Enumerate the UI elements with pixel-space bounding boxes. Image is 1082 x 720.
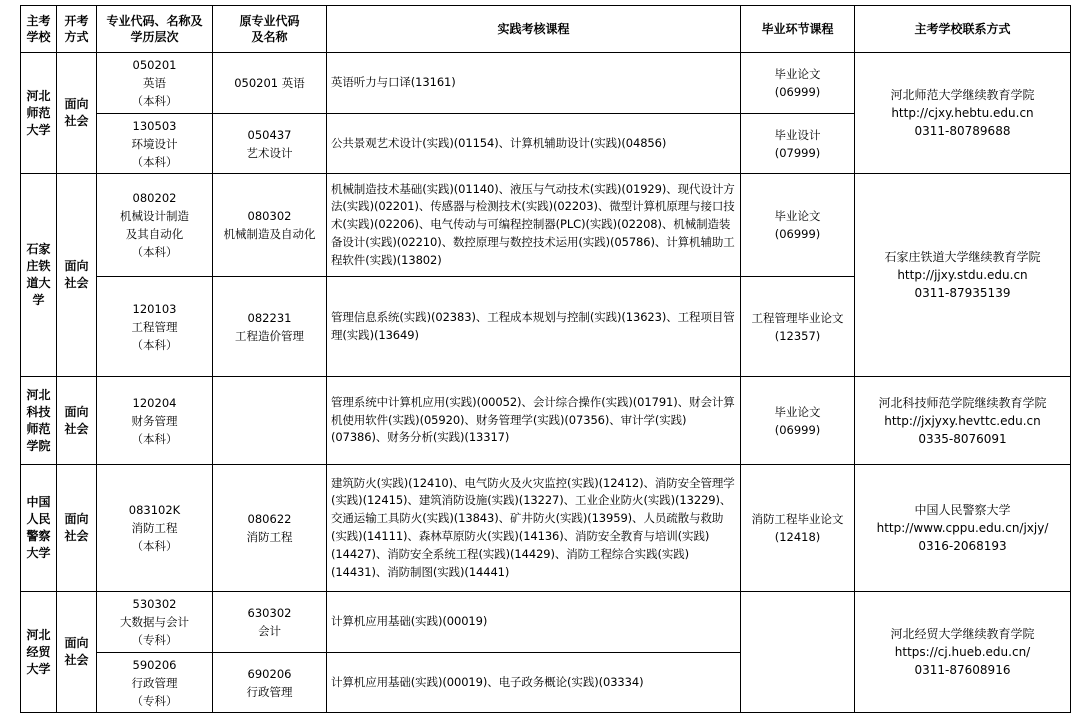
school-name: 河北 经贸 大学 <box>21 592 57 713</box>
exam-mode: 面向 社会 <box>57 174 97 377</box>
major-cell: 120204 财务管理 （本科） <box>97 377 213 465</box>
table-row <box>21 592 1071 653</box>
courses-cell: 管理信息系统(实践)(02383)、工程成本规划与控制(实践)(13623)、工程项目管理(实践)(13649) <box>327 277 741 377</box>
contact-cell: 河北科技师范学院继续教育学院 http://jxjyxy.hevttc.edu.cn 0335-8076091 <box>855 377 1071 465</box>
exam-mode: 面向 社会 <box>57 465 97 592</box>
orig-major-cell: 050437 艺术设计 <box>213 114 327 174</box>
courses-cell: 公共景观艺术设计(实践)(01154)、计算机辅助设计(实践)(04856) <box>327 114 741 174</box>
orig-major-cell: 080622 消防工程 <box>213 465 327 592</box>
courses-cell: 英语听力与口译(13161) <box>327 53 741 114</box>
school-name: 河北 科技 师范 学院 <box>21 377 57 465</box>
major-cell: 530302 大数据与会计 （专科） <box>97 592 213 653</box>
courses-cell: 计算机应用基础(实践)(00019)、电子政务概论(实践)(03334) <box>327 653 741 713</box>
grad-course-cell: 工程管理毕业论文 (12357) <box>741 277 855 377</box>
school-name: 石家 庄铁 道大 学 <box>21 174 57 377</box>
header-school: 主考 学校 <box>21 6 57 53</box>
orig-major-cell: 080302 机械制造及自动化 <box>213 174 327 277</box>
header-courses: 实践考核课程 <box>327 6 741 53</box>
orig-major-cell: 082231 工程造价管理 <box>213 277 327 377</box>
header-orig: 原专业代码 及名称 <box>213 6 327 53</box>
exam-mode: 面向 社会 <box>57 377 97 465</box>
grad-course-cell: 毕业论文 (06999) <box>741 377 855 465</box>
header-mode: 开考 方式 <box>57 6 97 53</box>
header-grad: 毕业环节课程 <box>741 6 855 53</box>
orig-major-cell: 050201 英语 <box>213 53 327 114</box>
major-cell: 050201 英语 （本科） <box>97 53 213 114</box>
grad-course-cell <box>741 592 855 713</box>
exam-table <box>20 5 1071 713</box>
major-cell: 120103 工程管理 （本科） <box>97 277 213 377</box>
grad-course-cell: 毕业设计 (07999) <box>741 114 855 174</box>
courses-cell: 管理系统中计算机应用(实践)(00052)、会计综合操作(实践)(01791)、财会计算机使用软件(实践)(05920)、财务管理学(实践)(07356)、审计学(实践)(07386)、财务分析(实践)(13317) <box>327 377 741 465</box>
exam-mode: 面向 社会 <box>57 592 97 713</box>
table-row <box>21 465 1071 592</box>
exam-mode: 面向 社会 <box>57 53 97 174</box>
orig-major-cell <box>213 377 327 465</box>
courses-cell: 机械制造技术基础(实践)(01140)、液压与气动技术(实践)(01929)、现代设计方法(实践)(02201)、传感器与检测技术(实践)(02203)、微型计算机原理与接口技术(实践)(02206)、电气传动与可编程控制器(PLC)(实践)(02208)、机械制造装备设计(实践)(02210)、数控原理与数控技术运用(实践)(05786)、计算机辅助工程软件(实践)(13802) <box>327 174 741 277</box>
contact-cell: 河北师范大学继续教育学院 http://cjxy.hebtu.edu.cn 0311-80789688 <box>855 53 1071 174</box>
major-cell: 130503 环境设计 （本科） <box>97 114 213 174</box>
header-major: 专业代码、名称及 学历层次 <box>97 6 213 53</box>
courses-cell: 计算机应用基础(实践)(00019) <box>327 592 741 653</box>
grad-course-cell: 毕业论文 (06999) <box>741 53 855 114</box>
grad-course-cell: 消防工程毕业论文 (12418) <box>741 465 855 592</box>
major-cell: 590206 行政管理 （专科） <box>97 653 213 713</box>
header-contact: 主考学校联系方式 <box>855 6 1071 53</box>
table-row <box>21 53 1071 114</box>
major-cell: 083102K 消防工程 （本科） <box>97 465 213 592</box>
table-row <box>21 174 1071 277</box>
header-row <box>21 6 1071 53</box>
table-row <box>21 377 1071 465</box>
orig-major-cell: 690206 行政管理 <box>213 653 327 713</box>
school-name: 河北 师范 大学 <box>21 53 57 174</box>
contact-cell: 河北经贸大学继续教育学院 https://cj.hueb.edu.cn/ 0311-87608916 <box>855 592 1071 713</box>
contact-cell: 中国人民警察大学 http://www.cppu.edu.cn/jxjy/ 0316-2068193 <box>855 465 1071 592</box>
courses-cell: 建筑防火(实践)(12410)、电气防火及火灾监控(实践)(12412)、消防安全管理学(实践)(12415)、建筑消防设施(实践)(13227)、工业企业防火(实践)(13229)、交通运输工具防火(实践)(13843)、矿井防火(实践)(13959)、人员疏散与救助(实践)(14111)、森林草原防火(实践)(14136)、消防安全教育与培训(实践)(14427)、消防安全系统工程(实践)(14429)、消防工程综合实践(实践)(14431)、消防制图(实践)(14441) <box>327 465 741 592</box>
major-cell: 080202 机械设计制造 及其自动化 （本科） <box>97 174 213 277</box>
orig-major-cell: 630302 会计 <box>213 592 327 653</box>
grad-course-cell: 毕业论文 (06999) <box>741 174 855 277</box>
school-name: 中国 人民 警察 大学 <box>21 465 57 592</box>
contact-cell: 石家庄铁道大学继续教育学院 http://jjxy.stdu.edu.cn 0311-87935139 <box>855 174 1071 377</box>
